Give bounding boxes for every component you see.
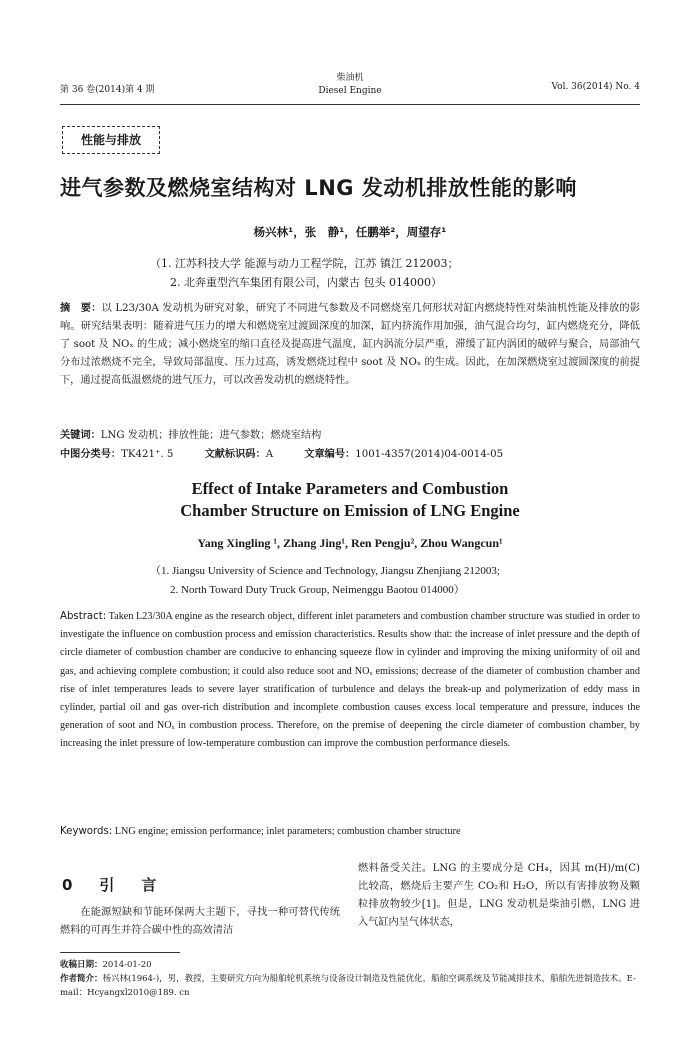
section-tag: 性能与排放 [62, 126, 160, 154]
journal-name-cn: 柴油机 [336, 73, 364, 83]
abstract-cn-text: 以 L23/30A 发动机为研究对象，研究了不同进气参数及不同燃烧室几何形状对缸内燃烧特性对柴油机性能及排放的影响。研究结果表明：随着进气压力的增大和燃烧室过渡圆深度的加深，缸内挤流作用加强，油气混合均匀，缸内燃烧充分，降低了 soot 及 NOₓ 的生成；减小燃烧室的缩口直径及提高进气温度，缸内涡流分层严重，滞缓了缸内涡团的破碎与聚合，局部油气分布过浓燃烧不完全，导致局部温度、压力过高，诱发燃烧过程中 soot 及 NOₓ 的生成。因此，在加深燃烧室过渡圆深度的前提下，通过提高低温燃烧的进气压力，可以改善发动机的燃烧特性。 [60, 303, 641, 386]
affiliation-en-1: （1. Jiangsu University of Science and Technology, Jiangsu Zhenjiang 212003; [150, 565, 500, 577]
keywords-en-text: LNG engine; emission performance; inlet parameters; combustion chamber structure [114, 826, 461, 837]
received-value: 2014-01-20 [102, 960, 152, 970]
doc-code-value: A [265, 449, 274, 460]
clc-value: TK421⁺. 5 [121, 449, 174, 460]
footnote-rule [60, 952, 180, 953]
affiliations-cn [150, 254, 570, 292]
running-header-volume: 第 36 卷(2014)第 4 期 [60, 85, 155, 95]
footnote-received [60, 958, 640, 972]
footnote-author [60, 972, 640, 1000]
affiliation-cn-1: （1. 江苏科技大学 能源与动力工程学院，江苏 镇江 212003； [150, 257, 459, 270]
running-header-volume-en: Vol. 36(2014) No. 4 [551, 82, 640, 92]
affiliation-cn-2: 2. 北奔重型汽车集团有限公司，内蒙古 包头 014000） [170, 276, 442, 289]
author-bio-value: 杨兴林(1964-)，男，教授，主要研究方向为船舶轮机系统与设备设计制造及性能优化，船舶空调系统及节能减排技术，船舶先进制造技术。E-mail：Hcyangxl2010@189. cn [60, 974, 636, 998]
doc-code-label: 文献标识码： [204, 449, 266, 460]
paper-title-en-line2: Chamber Structure on Emission of LNG Engine [180, 501, 520, 520]
paper-title-cn: 进气参数及燃烧室结构对 LNG 发动机排放性能的影响 [60, 176, 577, 200]
keywords-en [60, 826, 640, 837]
author-bio-label: 作者简介： [60, 974, 103, 984]
abstract-en [60, 608, 640, 754]
intro-paragraph-left: 在能源短缺和节能环保两大主题下，寻找一种可替代传统燃料的可再生并符合碳中性的高效清洁 [60, 907, 340, 936]
paper-title-en-line1: Effect of Intake Parameters and Combustion [191, 479, 509, 498]
affiliations-en [150, 562, 590, 600]
clc-label: 中图分类号： [60, 449, 122, 460]
paper-title-en [0, 478, 700, 522]
keywords-cn-label: 关键词： [60, 430, 101, 441]
keywords-en-label: Keywords: [60, 826, 113, 837]
intro-paragraph-right: 燃料备受关注。LNG 的主要成分是 CH₄，因其 m(H)/m(C)比较高，燃烧后主要产生 CO₂和 H₂O，所以有害排放物及颗粒排放物较少[1]。但是，LNG 发动机是柴油引燃，LNG 进入气缸内呈气体状态， [358, 863, 640, 928]
keywords-cn [60, 426, 640, 441]
classification-line [60, 445, 640, 460]
abstract-en-text: Taken L23/30A engine as the research object, different inlet parameters and combustion chamber structure was studied in order to investigate the influence on combustion process and emission characteristics. Results show that: the increase of inlet pressure and the depth of circle diameter of combustion chamber are conducive to enhancing squeeze flow in cylinder and improving the mixing uniformity of oil and gas, and achieving complete combustion; it could also reduce soot and NOₓ emissions; decrease of the diameter of combustion chamber and rise of inlet temperatures leads to severe layer stratification of turbulence and delays the break-up and polymerization of eddy mass in cylinder, partial oil and gas over-rich distribution and incomplete combustion causes excess local temperature and pressure, induces the generation of soot and NOₓ in combustion process. Therefore, on the premise of deepening the circle diameter of combustion chamber, by increasing the inlet pressure of low-temperature combustion can improve the combustion performance diesels. [60, 611, 640, 750]
affiliation-en-2: 2. North Toward Duty Truck Group, Neimenggu Baotou 014000） [170, 584, 465, 596]
authors-cn: 杨兴林¹，张 静¹，任鹏举²，周望存¹ [253, 225, 447, 239]
section-heading-introduction: 0 引 言 [62, 876, 163, 894]
journal-name-en: Diesel Engine [318, 86, 382, 96]
abstract-cn-label: 摘 要： [60, 303, 102, 314]
article-no-value: 1001-4357(2014)04-0014-05 [355, 449, 504, 460]
abstract-en-label: Abstract: [60, 611, 107, 622]
header-rule [60, 104, 640, 105]
article-no-label: 文章编号： [304, 449, 356, 460]
abstract-cn [60, 300, 640, 390]
keywords-cn-text: LNG 发动机；排放性能；进气参数；燃烧室结构 [100, 430, 322, 441]
authors-en: Yang Xingling ¹, Zhang Jing¹, Ren Pengju², Zhou Wangcun¹ [197, 536, 503, 550]
footnote [60, 958, 640, 1000]
received-label: 收稿日期： [60, 960, 103, 970]
